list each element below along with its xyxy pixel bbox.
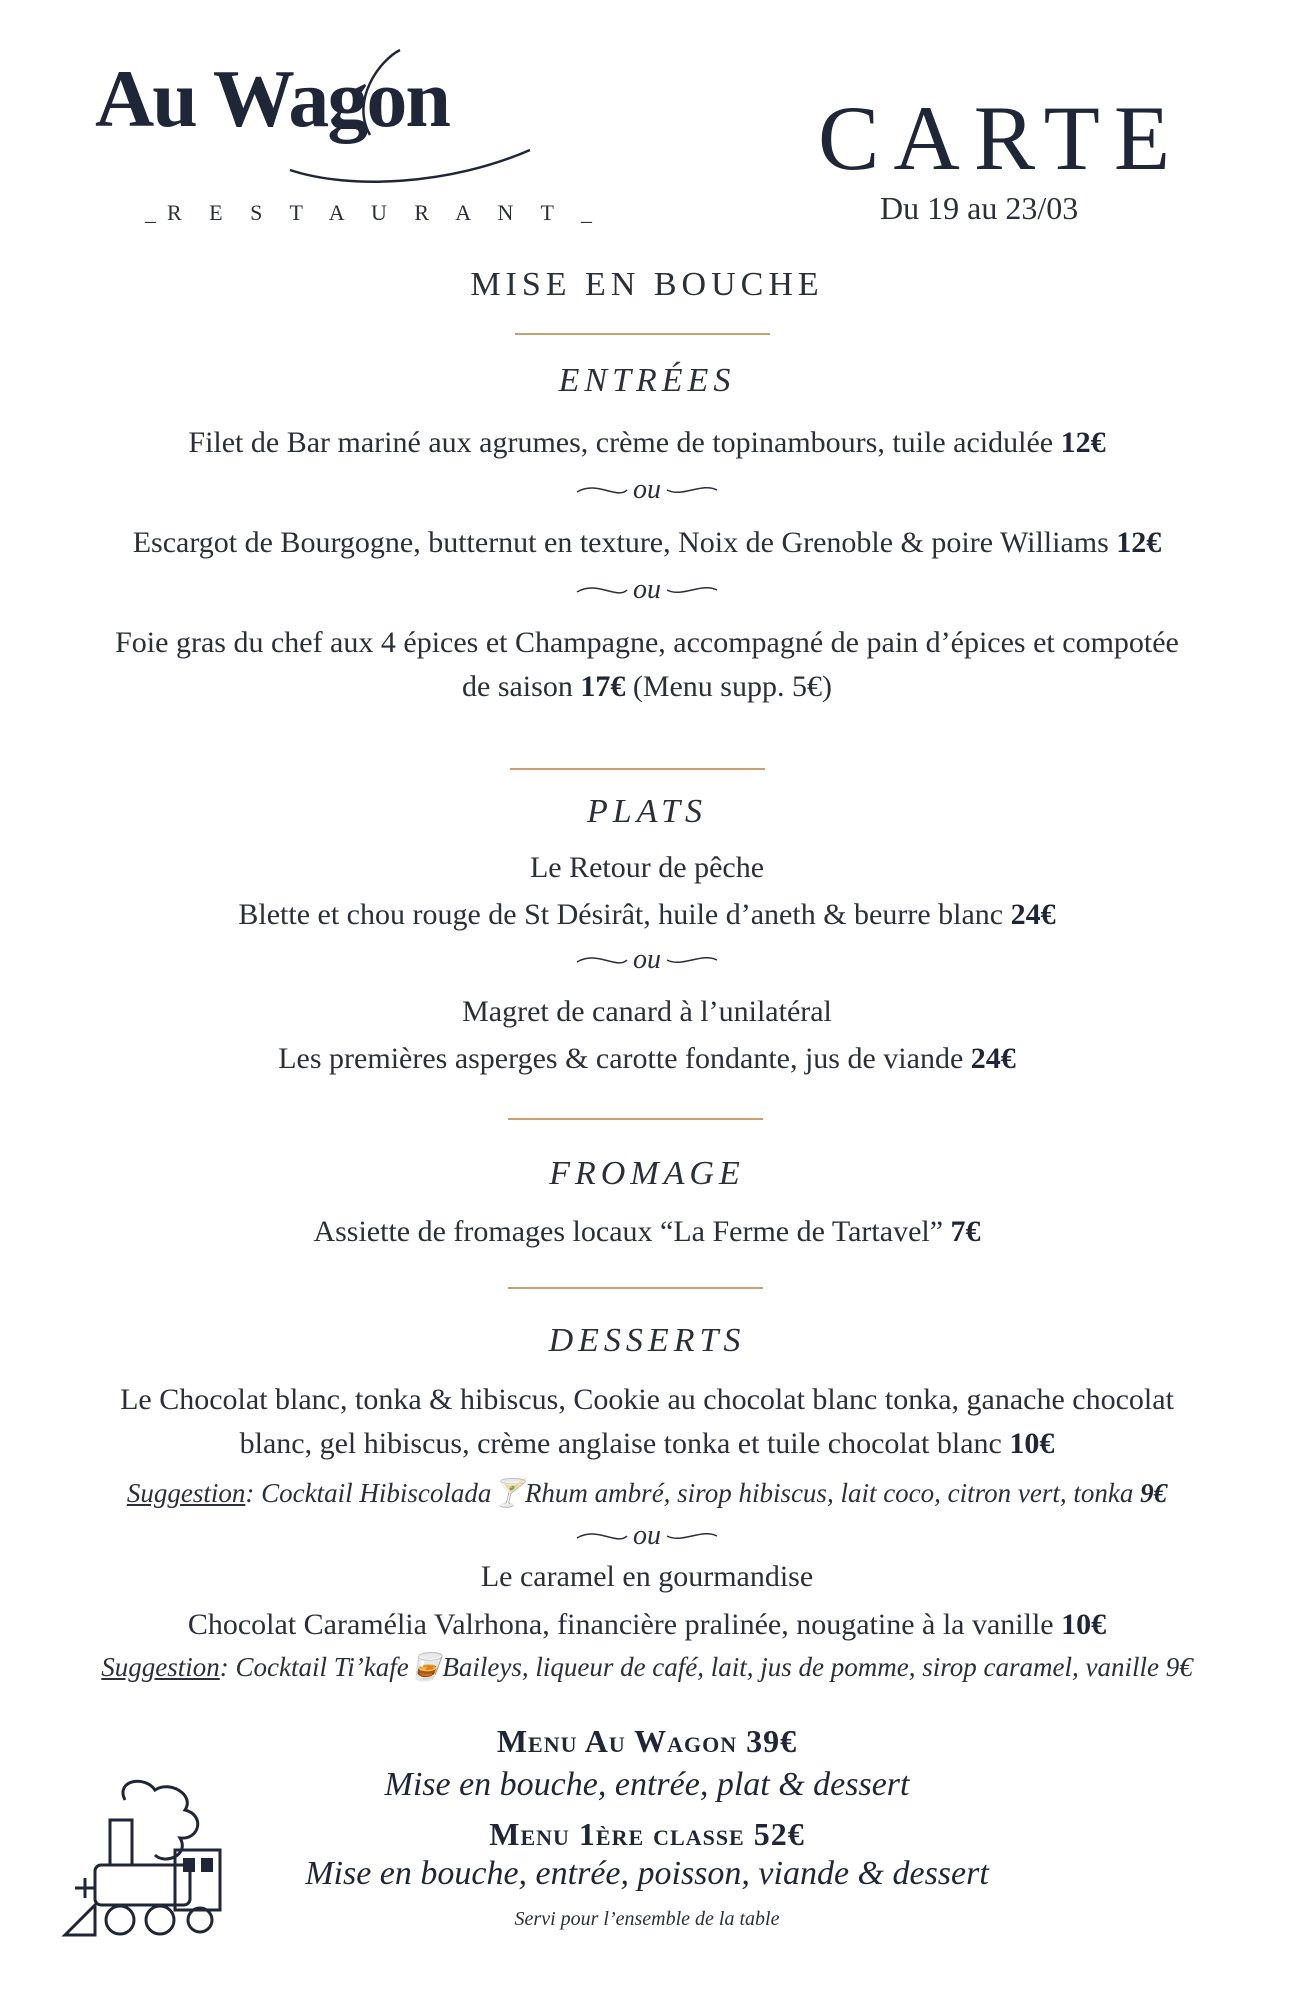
section-divider xyxy=(508,1118,763,1120)
section-divider xyxy=(515,333,770,335)
page-title-text: CARTE xyxy=(818,87,1185,189)
plat-2-name: Magret de canard à l’unilatéral xyxy=(462,995,832,1028)
ou-flourish-icon xyxy=(572,470,722,510)
entree-3-supplement: (Menu supp. 5€) xyxy=(632,670,832,703)
plat-2-text: Les premières asperges & carotte fondante, jus de viande xyxy=(278,1042,964,1075)
plat-1-text: Blette et chou rouge de St Désirât, huile d’aneth & beurre blanc xyxy=(238,898,1004,931)
section-divider xyxy=(508,1287,763,1289)
entree-item-3 xyxy=(0,621,1294,709)
dessert-1-price: 10€ xyxy=(1009,1427,1055,1460)
ou-text: ou xyxy=(633,574,661,605)
dessert-1-line2 xyxy=(0,1422,1294,1466)
entree-item-2 xyxy=(0,521,1294,565)
plat-item-1 xyxy=(0,893,1294,937)
train-icon xyxy=(55,1770,235,1950)
dessert-1-suggestion xyxy=(0,1477,1294,1509)
section-divider xyxy=(510,768,765,770)
dessert-item-2 xyxy=(0,1603,1294,1647)
suggestion-text: : Cocktail Ti’kafe🥃Baileys, liqueur de café, lait, jus de pomme, sirop caramel, vanille 9€ xyxy=(219,1652,1193,1682)
section-title-entrees: ENTRÉES xyxy=(558,362,736,399)
entree-3-line2 xyxy=(0,665,1294,709)
section-title-fromage: FROMAGE xyxy=(549,1155,745,1192)
page-title xyxy=(818,87,1185,189)
fromage-item-1 xyxy=(0,1210,1294,1254)
suggestion-label: Suggestion xyxy=(101,1652,220,1682)
entree-3-price: 17€ xyxy=(580,670,626,703)
entree-1-price: 12€ xyxy=(1060,426,1106,459)
section-title-plats: PLATS xyxy=(586,793,708,830)
ou-text: ou xyxy=(633,474,661,505)
entree-2-price: 12€ xyxy=(1116,526,1162,559)
menu-1ere-classe-desc: Mise en bouche, entrée, poisson, viande & dessert xyxy=(305,1855,989,1892)
entree-1-text: Filet de Bar mariné aux agrumes, crème de topinambours, tuile acidulée xyxy=(188,426,1054,459)
fromage-1-price: 7€ xyxy=(950,1215,981,1248)
section-title-desserts: DESSERTS xyxy=(548,1322,746,1359)
dessert-2-suggestion xyxy=(0,1651,1294,1683)
plat-1-price: 24€ xyxy=(1010,898,1056,931)
ou-text: ou xyxy=(633,944,661,975)
dessert-1-text: blanc, gel hibiscus, crème anglaise tonka et tuile chocolat blanc xyxy=(239,1427,1002,1460)
ou-flourish-icon xyxy=(572,1516,722,1556)
ou-flourish-icon xyxy=(572,570,722,610)
entree-item-1 xyxy=(0,421,1294,465)
dessert-2-price: 10€ xyxy=(1061,1608,1107,1641)
entree-3-line1: Foie gras du chef aux 4 épices et Champagne, accompagné de pain d’épices et compotée xyxy=(115,626,1179,659)
logo-wordmark: Au Wagon xyxy=(95,53,449,144)
dessert-1-line1: Le Chocolat blanc, tonka & hibiscus, Cookie au chocolat blanc tonka, ganache chocolat xyxy=(120,1383,1174,1416)
menu-au-wagon-title: Menu Au Wagon 39€ xyxy=(496,1723,798,1759)
section-title-mise-en-bouche: MISE EN BOUCHE xyxy=(470,266,824,303)
entree-2-text: Escargot de Bourgogne, butternut en texture, Noix de Grenoble & poire Williams xyxy=(132,526,1109,559)
entree-3-text: de saison xyxy=(462,670,573,703)
menu-dates: Du 19 au 23/03 xyxy=(880,190,1079,226)
separator-ou xyxy=(0,470,1294,510)
fromage-1-text: Assiette de fromages locaux “La Ferme de Tartavel” xyxy=(313,1215,944,1248)
plat-1-name: Le Retour de pêche xyxy=(529,851,765,884)
menu-au-wagon-desc: Mise en bouche, entrée, plat & dessert xyxy=(384,1766,910,1803)
menu-1ere-classe-title: Menu 1ère classe 52€ xyxy=(489,1816,805,1852)
dessert-2-text: Chocolat Caramélia Valrhona, financière pralinée, nougatine à la vanille xyxy=(187,1608,1054,1641)
separator-ou xyxy=(0,570,1294,610)
suggestion-price: 9€ xyxy=(1140,1478,1168,1508)
ou-text: ou xyxy=(633,1520,661,1551)
served-note: Servi pour l’ensemble de la table xyxy=(514,1908,780,1930)
plat-item-2 xyxy=(0,1037,1294,1081)
separator-ou xyxy=(0,940,1294,980)
ou-flourish-icon xyxy=(572,940,722,980)
logo-subtitle: _R E S T A U R A N T _ xyxy=(145,200,604,225)
suggestion-label: Suggestion xyxy=(126,1478,246,1508)
dessert-item-1 xyxy=(0,1378,1294,1466)
separator-ou xyxy=(0,1516,1294,1556)
dessert-2-name: Le caramel en gourmandise xyxy=(480,1560,814,1593)
plat-2-price: 24€ xyxy=(970,1042,1016,1075)
suggestion-text: : Cocktail Hibiscolada🍸Rhum ambré, sirop hibiscus, lait coco, citron vert, tonka xyxy=(245,1478,1134,1508)
